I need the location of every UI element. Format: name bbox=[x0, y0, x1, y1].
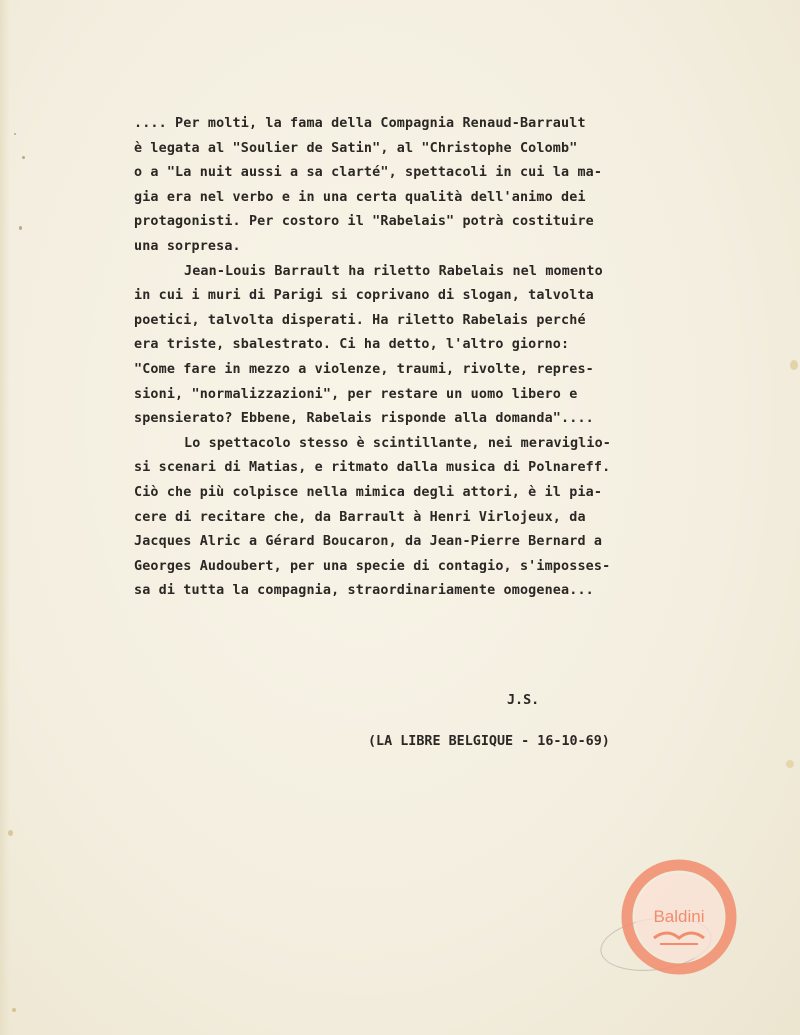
text-line: si scenari di Matias, e ritmato dalla musica di Polnareff. bbox=[134, 460, 611, 476]
text-line: sioni, "normalizzazioni", per restare un uomo libero e bbox=[134, 386, 578, 402]
text-line: "Come fare in mezzo a violenze, traumi, rivolte, repres- bbox=[134, 361, 594, 377]
text-line: poetici, talvolta disperati. Ha riletto Rabelais perché bbox=[134, 312, 586, 328]
paper-edge-shadow bbox=[0, 0, 10, 1035]
text-line: una sorpresa. bbox=[134, 238, 241, 254]
signature: J.S. bbox=[507, 693, 540, 708]
text-line: Lo spettacolo stesso è scintillante, nei meraviglio- bbox=[184, 435, 612, 451]
text-line: era triste, sbalestrato. Ci ha detto, l'altro giorno: bbox=[134, 337, 570, 353]
typescript-body bbox=[134, 112, 694, 604]
text-line: o a "La nuit aussi a sa clarté", spettacoli in cui la ma- bbox=[134, 165, 603, 181]
text-line: spensierato? Ebbene, Rabelais risponde alla domanda".... bbox=[134, 411, 594, 427]
text-line: Jean-Louis Barrault ha riletto Rabelais nel momento bbox=[184, 263, 603, 279]
text-line: .... Per molti, la fama della Compagnia Renaud-Barrault bbox=[134, 116, 586, 131]
text-line: protagonisti. Per costoro il "Rabelais" potrà costituire bbox=[134, 214, 594, 230]
text-line: è legata al "Soulier de Satin", al "Christophe Colomb" bbox=[134, 140, 578, 156]
text-line: Jacques Alric a Gérard Boucaron, da Jean-Pierre Bernard a bbox=[134, 534, 603, 550]
text-line: Georges Audoubert, per una specie di contagio, s'imposses- bbox=[134, 558, 611, 574]
source-citation: (LA LIBRE BELGIQUE - 16-10-69) bbox=[368, 734, 610, 749]
text-line: sa di tutta la compagnia, straordinariamente omogenea... bbox=[134, 583, 594, 599]
text-line: cere di recitare che, da Barrault à Henri Virlojeux, da bbox=[134, 509, 586, 525]
text-line: in cui i muri di Parigi si coprivano di slogan, talvolta bbox=[134, 288, 594, 304]
text-line: gia era nel verbo e in una certa qualità dell'animo dei bbox=[134, 189, 586, 205]
text-line: Ciò che più colpisce nella mimica degli attori, è il pia- bbox=[134, 484, 603, 500]
baldini-archive-logo bbox=[620, 858, 738, 976]
svg-text:Baldini: Baldini bbox=[653, 907, 705, 926]
